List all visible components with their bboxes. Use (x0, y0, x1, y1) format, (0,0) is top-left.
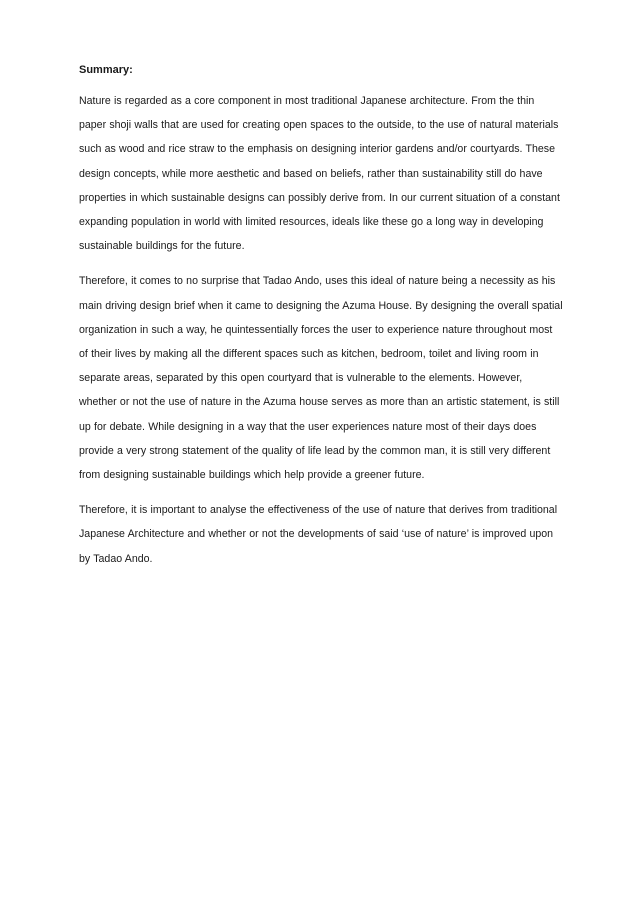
paragraph-2: Therefore, it comes to no surprise that Tadao Ando, uses this ideal of nature being a necessity as his main driving design brief when it came to designing the Azuma House. By designing the overall spatial organization in such a way, he quintessentially forces the user to experience nature throughout most of their lives by making all the different spaces such as kitchen, bedroom, toilet and living room in separate areas, separated by this open courtyard that is vulnerable to the elements. However, whether or not the use of nature in the Azuma house serves as more than an artistic statement, is still up for debate. While designing in a way that the user experiences nature most of their days does provide a very strong statement of the quality of life lead by the common man, it is still very different from designing sustainable buildings which help provide a greener future. (79, 275, 563, 482)
document-body (79, 62, 563, 582)
paragraph-1: Nature is regarded as a core component in most traditional Japanese architecture. From the thin paper shoji walls that are used for creating open spaces to the outside, to the use of natural materials such as wood and rice straw to the emphasis on designing interior gardens and/or courtyards. These design concepts, while more aesthetic and based on beliefs, rather than sustainability still do have properties in which sustainable designs can possibly derive from. In our current situation of a constant expanding population in world with limited resources, ideals like these go a long way in developing sustainable buildings for the future. (79, 95, 560, 253)
paragraph-3: Therefore, it is important to analyse the effectiveness of the use of nature that derives from traditional Japanese Architecture and whether or not the developments of said ‘use of nature’ is improved upon by Tadao Ando. (79, 504, 558, 565)
summary-heading: Summary: (79, 64, 133, 76)
